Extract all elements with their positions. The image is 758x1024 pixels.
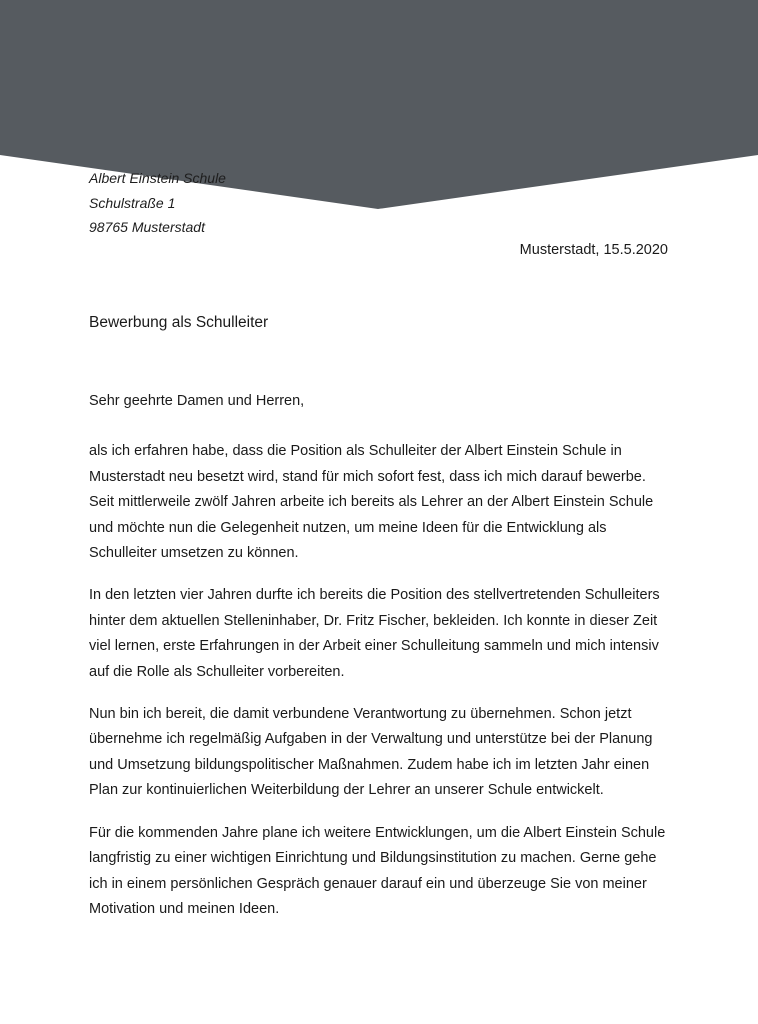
subject-line: Bewerbung als Schulleiter — [89, 314, 269, 331]
salutation: Sehr geehrte Damen und Herren, — [89, 393, 305, 409]
recipient-address-block — [89, 166, 226, 240]
letter-body — [89, 389, 669, 922]
date-line: Musterstadt, 15.5.2020 — [519, 242, 668, 258]
body-paragraph: als ich erfahren habe, dass die Position als Schulleiter der Albert Einstein Schule in Musterstadt neu besetzt wird, stand für mich sofort fest, dass ich mich darauf bewerbe. Seit mittlerweile zwölf Jahren arbeite ich bereits als Lehrer an der Albert Einstein Schule und möchte nun die Gelegenheit nutzen, um meine Ideen für die Entwicklung als Schulleiter umsetzen zu können. — [89, 443, 654, 562]
recipient-street: Schulstraße 1 — [89, 194, 176, 211]
body-paragraph: Für die kommenden Jahre plane ich weitere Entwicklungen, um die Albert Einstein Schule langfristig zu einer wichtigen Einrichtung und Bildungsinstitution zu machen. Gerne gehe ich in einem persönlichen Gespräch genauer darauf ein und überzeuge Sie von meiner Motivation und meinen Ideen. — [89, 824, 666, 917]
body-paragraph: Nun bin ich bereit, die damit verbundene Verantwortung zu übernehmen. Schon jetzt übernehme ich regelmäßig Aufgaben in der Verwaltung und unterstütze bei der Planung und Umsetzung bildungspolitischer Maßnahmen. Zudem habe ich im letzten Jahr einen Plan zur kontinuierlichen Weiterbildung der Lehrer an unserer Schule entwickelt. — [89, 706, 653, 799]
body-paragraph: In den letzten vier Jahren durfte ich bereits die Position des stellvertretenden Schulleiters hinter dem aktuellen Stelleninhaber, Dr. Fritz Fischer, bekleiden. Ich konnte in dieser Zeit viel lernen, erste Erfahrungen in der Arbeit einer Schulleitung sammeln und mich intensiv auf die Rolle als Schulleiter vorbereiten. — [89, 587, 660, 680]
recipient-organization: Albert Einstein Schule — [89, 170, 226, 186]
recipient-city: 98765 Musterstadt — [89, 219, 205, 235]
